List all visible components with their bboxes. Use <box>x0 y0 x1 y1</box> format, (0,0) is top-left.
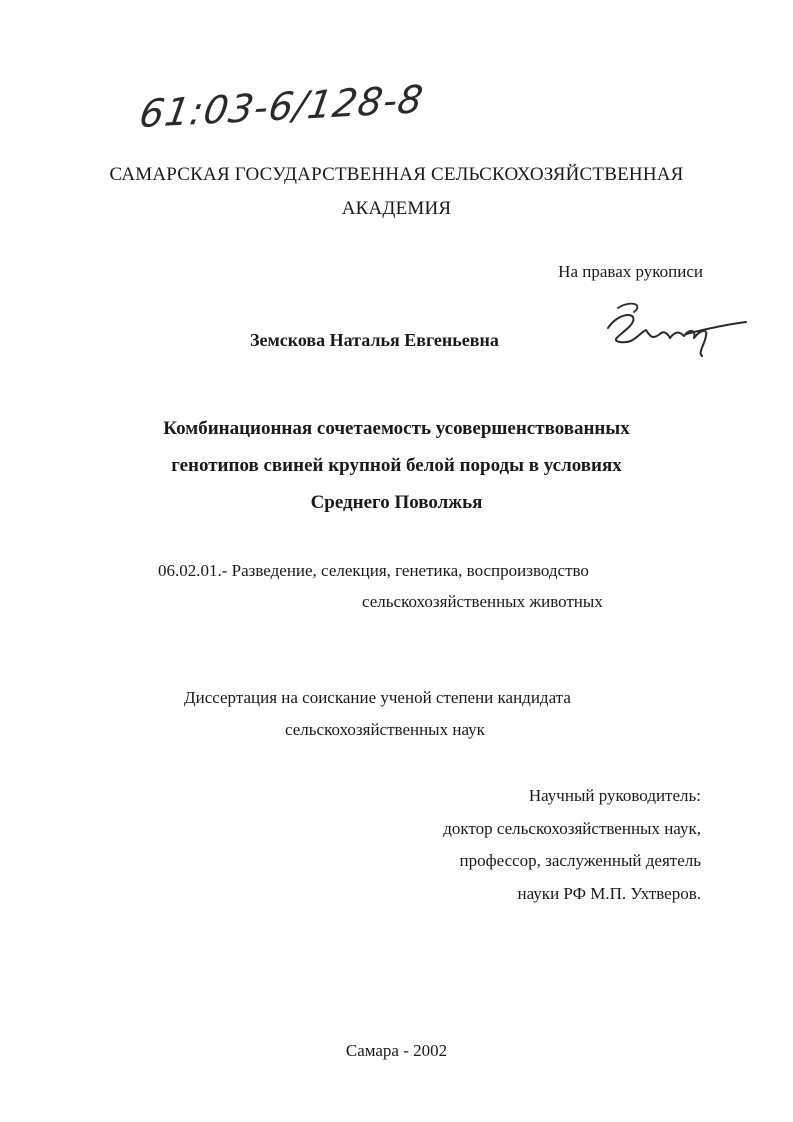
degree-line-2: сельскохозяйственных наук <box>285 720 485 739</box>
supervisor-name: науки РФ М.П. Ухтверов. <box>517 884 701 903</box>
supervisor-title: профессор, заслуженный деятель <box>459 851 701 870</box>
city-year: Самара - 2002 <box>345 1041 448 1060</box>
rights-note: На правах рукописи <box>558 262 703 281</box>
supervisor-degree: доктор сельскохозяйственных наук, <box>443 819 701 838</box>
dissertation-title-line-1: Комбинационная сочетаемость усовершенствованных <box>163 418 630 439</box>
specialty-line-1: 06.02.01.- Разведение, селекция, генетика, воспроизводство <box>158 561 589 580</box>
dissertation-title-line-3: Среднего Поволжья <box>310 492 483 513</box>
signature-image <box>590 290 750 370</box>
dissertation-title-line-2: генотипов свиней крупной белой породы в условиях <box>171 455 622 476</box>
author-name: Земскова Наталья Евгеньевна <box>250 330 499 350</box>
degree-line-1: Диссертация на соискание ученой степени кандидата <box>184 688 571 707</box>
specialty-line-2: сельскохозяйственных животных <box>362 592 603 611</box>
archive-code-handwritten: 61:03-6/128-8 <box>136 76 427 137</box>
institution-line-1: САМАРСКАЯ ГОСУДАРСТВЕННАЯ СЕЛЬСКОХОЗЯЙСТВЕННАЯ <box>109 164 684 185</box>
institution-line-2: АКАДЕМИЯ <box>341 198 452 219</box>
supervisor-heading: Научный руководитель: <box>528 786 701 805</box>
